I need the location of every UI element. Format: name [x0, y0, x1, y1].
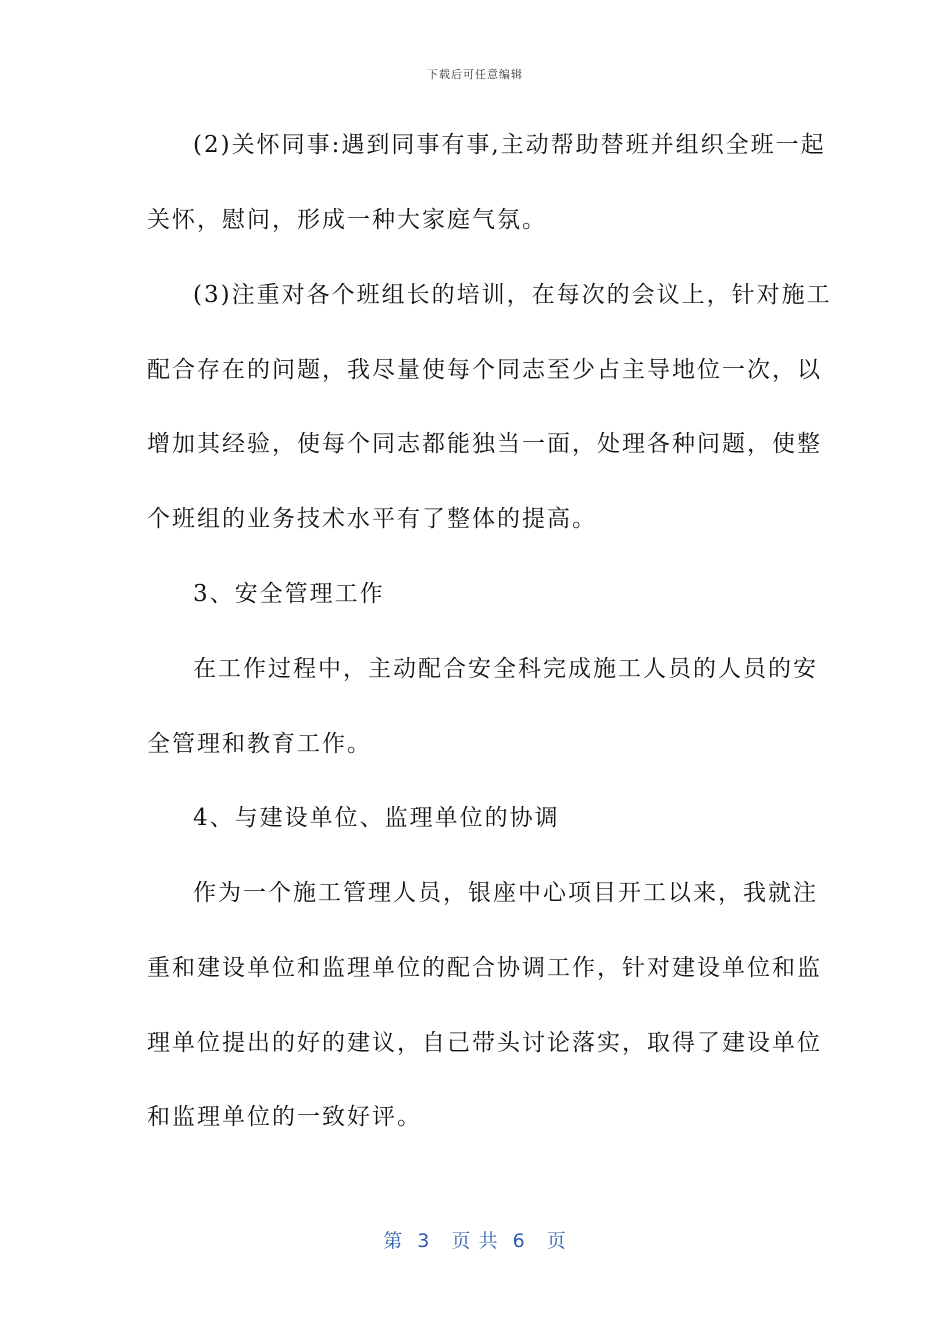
paragraph-line: 理单位提出的好的建议，自己带头讨论落实，取得了建设单位	[147, 1030, 822, 1056]
paragraph-line: 作为一个施工管理人员，银座中心项目开工以来，我就注	[193, 880, 818, 906]
section-heading: 3、安全管理工作	[193, 581, 385, 607]
paragraph-line: 重和建设单位和监理单位的配合协调工作，针对建设单位和监	[147, 955, 822, 981]
paragraph-line: 配合存在的问题，我尽量使每个同志至少占主导地位一次，以	[147, 357, 822, 383]
paragraph-line: 和监理单位的一致好评。	[147, 1104, 422, 1130]
paragraph-line: 个班组的业务技术水平有了整体的提高。	[147, 506, 597, 532]
paragraph-line: (2)关怀同事:遇到同事有事,主动帮助替班并组织全班一起	[193, 132, 826, 158]
paragraph-line: 全管理和教育工作。	[147, 731, 372, 757]
paragraph-line: 增加其经验，使每个同志都能独当一面，处理各种问题，使整	[147, 431, 822, 457]
page-number-footer	[0, 1226, 950, 1253]
paragraph-line: (3)注重对各个班组长的培训，在每次的会议上，针对施工	[193, 282, 832, 308]
paragraph-line: 关怀，慰问，形成一种大家庭气氛。	[147, 207, 547, 233]
page-header: 下载后可任意编辑	[427, 68, 523, 81]
page-number-text: 第 3 页 共 6 页	[383, 1230, 567, 1252]
paragraph-line: 在工作过程中，主动配合安全科完成施工人员的人员的安	[193, 656, 818, 682]
section-heading: 4、与建设单位、监理单位的协调	[193, 805, 560, 831]
